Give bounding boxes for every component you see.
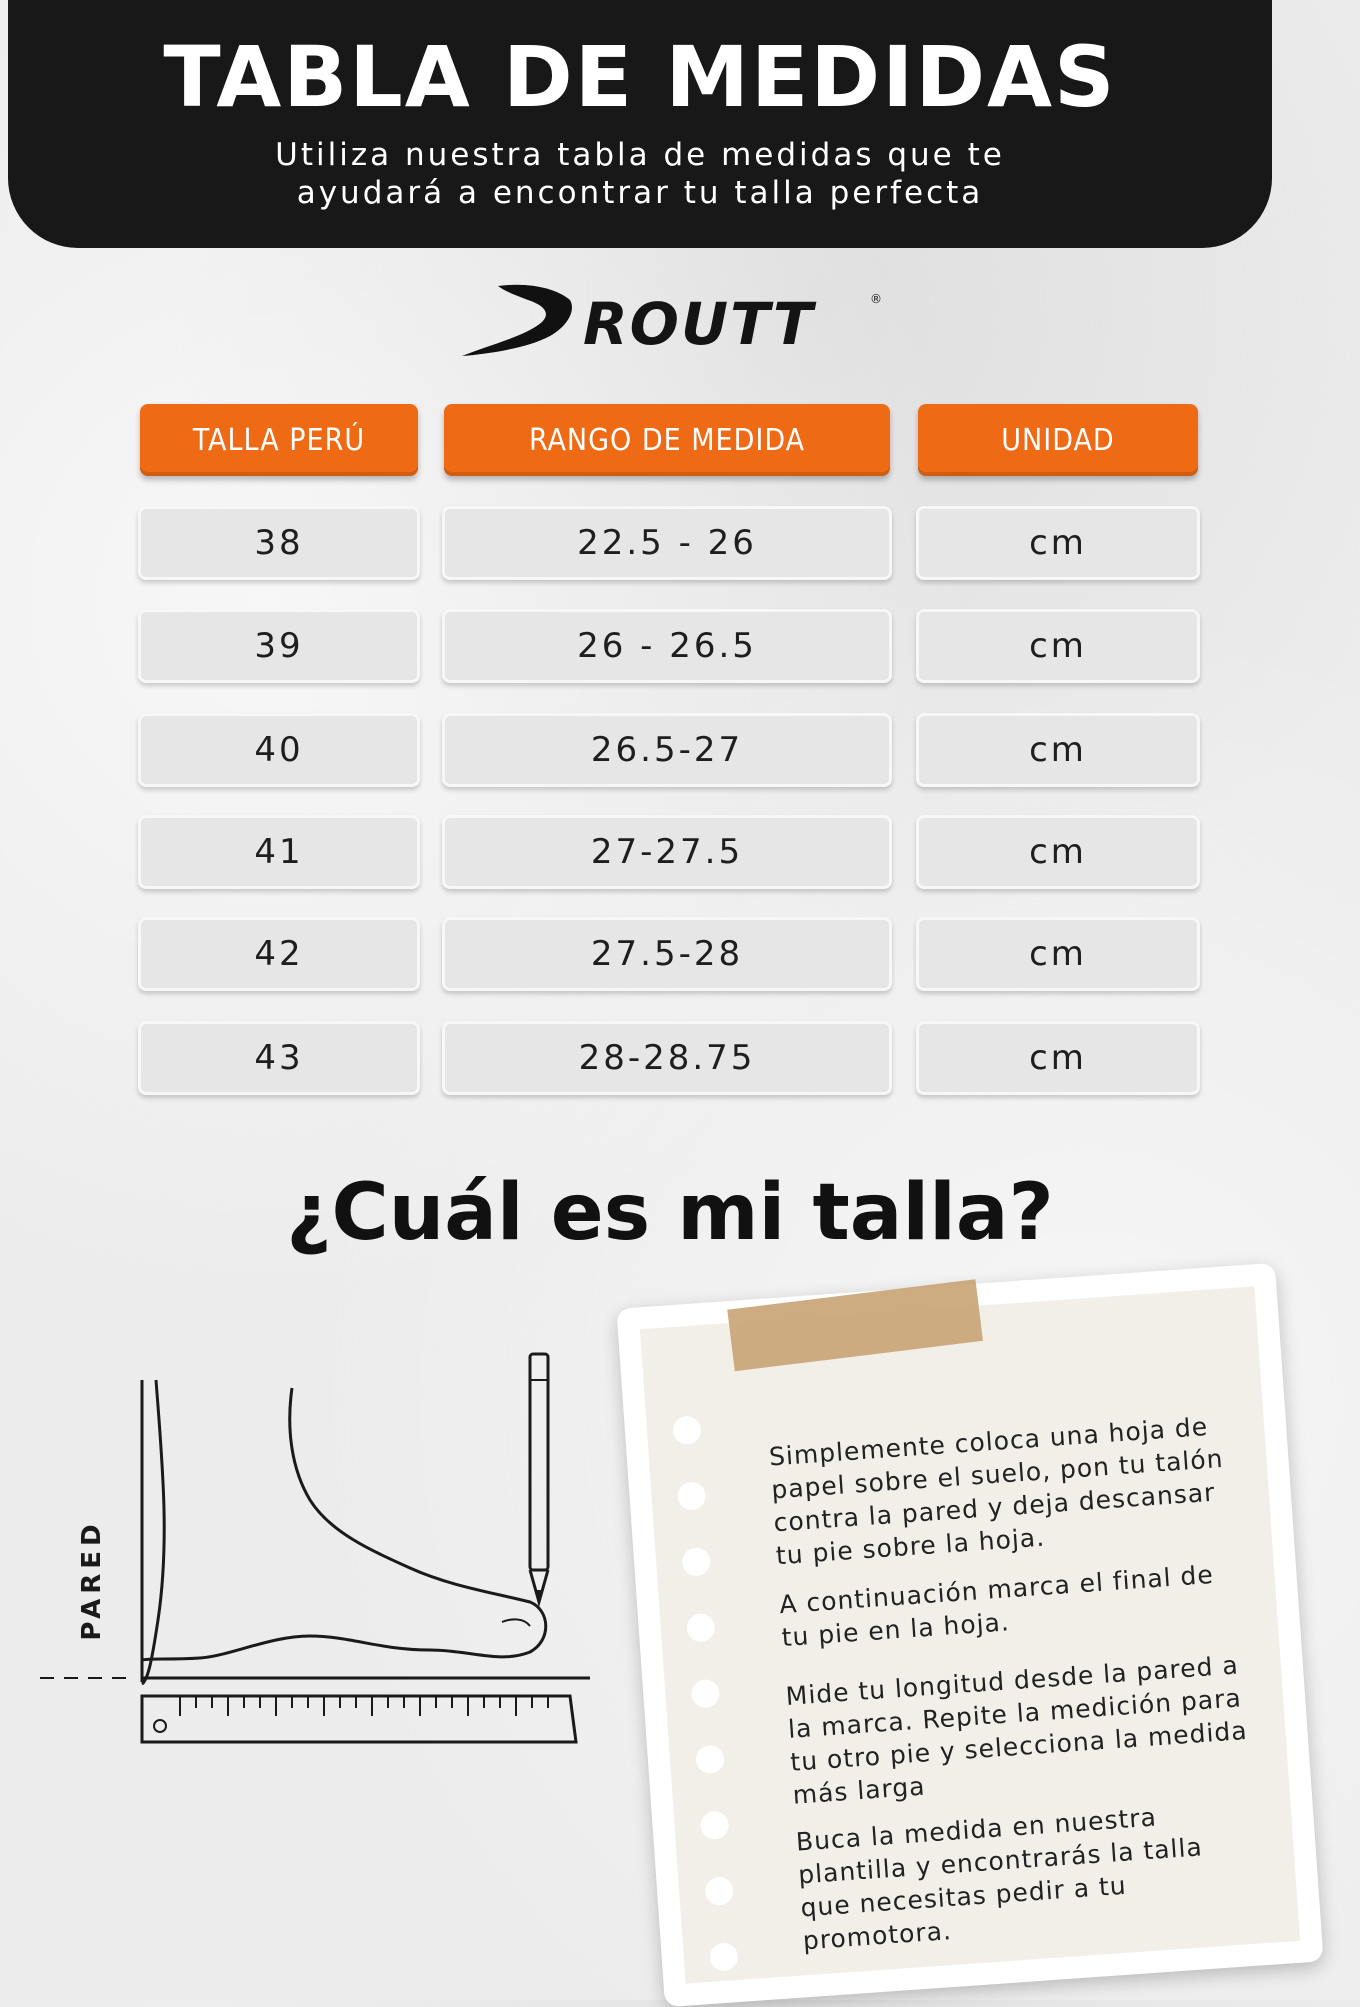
header-banner	[8, 0, 1272, 248]
cell-range: 26 - 26.5	[442, 609, 892, 683]
binder-hole	[677, 1481, 707, 1511]
brand-name: ROUTT	[583, 290, 815, 358]
page-subtitle: Utiliza nuestra tabla de medidas que te ayudará a encontrar tu talla perfecta	[275, 137, 1005, 211]
swoosh-icon	[458, 282, 578, 362]
binder-hole	[686, 1613, 716, 1643]
header-rango-de-medida: RANGO DE MEDIDA	[444, 404, 890, 476]
wall-label: PARED	[77, 1519, 107, 1641]
binder-hole	[672, 1415, 702, 1445]
binder-hole	[695, 1744, 725, 1774]
cell-range: 26.5-27	[442, 713, 892, 787]
binder-hole	[681, 1547, 711, 1577]
cell-size: 40	[138, 713, 420, 787]
binder-hole	[691, 1679, 721, 1709]
cell-unit: cm	[916, 609, 1200, 683]
measuring-diagram	[30, 1340, 630, 1780]
ruler-icon	[142, 1696, 576, 1742]
pencil-icon	[530, 1354, 548, 1602]
cell-range: 22.5 - 26	[442, 506, 892, 580]
brand-logo	[458, 282, 898, 362]
tape-strip	[727, 1279, 983, 1371]
header-talla-peru: TALLA PERÚ	[140, 404, 418, 476]
registered-mark: ®	[870, 292, 882, 306]
note-step-4: Buca la medida en nuestra plantilla y encontrarás la talla que necesitas pedir a tu promotora.	[795, 1802, 1204, 1956]
foot-icon	[142, 1388, 546, 1660]
page-title: TABLA DE MEDIDAS	[163, 28, 1117, 126]
cell-unit: cm	[916, 1021, 1200, 1095]
cell-size: 39	[138, 609, 420, 683]
cell-unit: cm	[916, 917, 1200, 991]
instructions-note	[616, 1263, 1323, 2007]
wall-icon	[142, 1380, 164, 1684]
cell-range: 28-28.75	[442, 1021, 892, 1095]
cell-size: 43	[138, 1021, 420, 1095]
cell-size: 41	[138, 815, 420, 889]
cell-unit: cm	[916, 713, 1200, 787]
question-heading: ¿Cuál es mi talla?	[286, 1168, 1054, 1258]
cell-size: 38	[138, 506, 420, 580]
note-paper	[640, 1286, 1300, 1983]
header-unidad: UNIDAD	[918, 404, 1198, 476]
note-step-1: Simplemente coloca una hoja de papel sobre el suelo, pon tu talón contra la pared y deja descansar tu pie sobre la hoja.	[768, 1411, 1225, 1571]
cell-size: 42	[138, 917, 420, 991]
binder-hole	[700, 1810, 730, 1840]
cell-unit: cm	[916, 506, 1200, 580]
note-step-3: Mide tu longitud desde la pared a la marca. Repite la medición para tu otro pie y selecciona la medida más larga	[784, 1650, 1249, 1810]
cell-unit: cm	[916, 815, 1200, 889]
binder-hole	[709, 1942, 739, 1972]
cell-range: 27.5-28	[442, 917, 892, 991]
note-step-2: A continuación marca el final de tu pie en la hoja.	[778, 1559, 1215, 1653]
binder-hole	[704, 1876, 734, 1906]
cell-range: 27-27.5	[442, 815, 892, 889]
